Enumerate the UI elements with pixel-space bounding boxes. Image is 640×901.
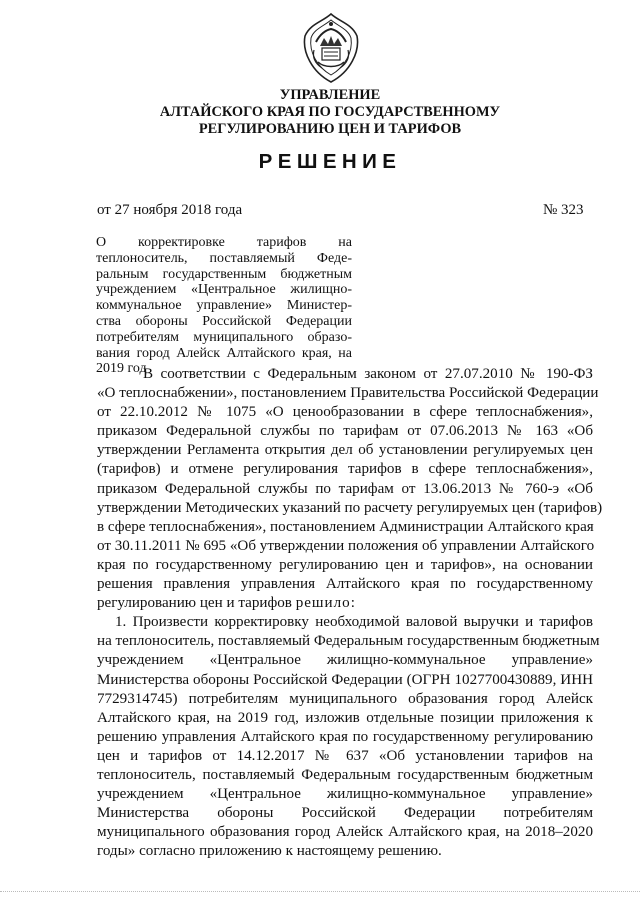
subject-line: вания город Алейск Алтайского края, на [96,345,352,361]
body-line: цен и тарифов от 14.12.2017 № 637 «Об установлении тарифов на [97,747,593,764]
body-line: Министерства обороны Российской Федерации потребителям [97,805,593,822]
body-line: на теплоноситель, поставляемый Федеральным государственным бюджетным [97,633,600,650]
document-subject [96,235,352,377]
document-body [97,365,603,861]
subject-line: потребителям муниципального образо- [96,329,352,345]
coat-of-arms-emblem [302,12,360,84]
document-date: от 27 ноября 2018 года [97,202,243,218]
subject-line: теплоноситель, поставляемый Феде- [96,250,352,266]
subject-line: 2019 год [96,361,147,377]
document-number: № 323 [543,202,584,218]
body-line: в сфере теплоснабжения», постановлением Администрации Алтайского края [97,518,594,535]
org-line-3: РЕГУЛИРОВАНИЮ ЦЕН И ТАРИФОВ [198,121,462,137]
body-line: Министерства обороны Российской Федерации (ОГРН 1027700430889, ИНН [97,671,593,688]
body-line: утверждении Методических указаний по расчету регулируемых цен (тарифов) [97,499,603,516]
body-line: «О теплоснабжении», постановлением Правительства Российской Федерации [97,385,599,402]
org-line-1: УПРАВЛЕНИЕ [279,87,381,103]
org-line-2: АЛТАЙСКОГО КРАЯ ПО ГОСУДАРСТВЕННОМУ [159,104,501,120]
subject-line: учреждением «Центральное жилищно- [96,282,352,298]
body-line: края по государственному регулированию цен и тарифов», на основании [97,556,593,573]
body-line: 1. Произвести корректировку необходимой валовой выручки и тарифов [115,614,593,631]
body-line: годы» согласно приложению к настоящему решению. [97,843,442,860]
organization-name [60,87,600,138]
body-line: от 30.11.2011 № 695 «Об утверждении положения об управлении Алтайского [97,537,595,554]
body-line: от 22.10.2012 № 1075 «О ценообразовании в сфере теплоснабжения», [97,404,593,421]
body-line: утверждении Регламента открытия дел об установлении регулируемых цен [97,442,593,459]
body-line: учреждением «Центральное жилищно-коммунальное управление» [97,786,593,803]
subject-line: ральным государственным бюджетным [96,266,352,282]
body-line: муниципального образования город Алейск Алтайского края, на 2018–2020 [97,824,593,841]
subject-line: О корректировке тарифов на [96,235,352,250]
subject-line: коммунальное управление» Министер- [96,298,352,314]
body-line: (тарифов) и отмене регулирования тарифов в сфере теплоснабжения», [97,461,593,478]
body-line-part: регулированию цен и тарифов [97,595,292,612]
body-line: 7729314745) потребителям муниципального образования город Алейск [97,690,593,707]
body-line: приказом Федеральной службы по тарифам от 07.06.2013 № 163 «Об [97,423,593,440]
resolved-word: решило: [295,595,356,612]
document-type-title: РЕШЕНИЕ [258,150,402,173]
body-line: решению управления Алтайского края по государственному регулированию [97,728,593,745]
body-line [97,594,593,613]
body-line: учреждением «Центральное жилищно-коммунальное управление» [97,652,593,669]
body-line: теплоноситель, поставляемый Федеральным государственным бюджетным [97,766,593,783]
body-line: решения правления управления Алтайского края по государственному [97,576,593,593]
body-line: приказом Федеральной службы по тарифам от 13.06.2013 № 760-э «Об [97,480,593,497]
page-bottom-divider [0,891,640,892]
body-line: Алтайского края, на 2019 год, изложив отдельные позиции приложения к [97,709,593,726]
subject-line: ства обороны Российской Федерации [96,313,352,329]
body-line: В соответствии с Федеральным законом от 27.07.2010 № 190-ФЗ [143,366,593,382]
